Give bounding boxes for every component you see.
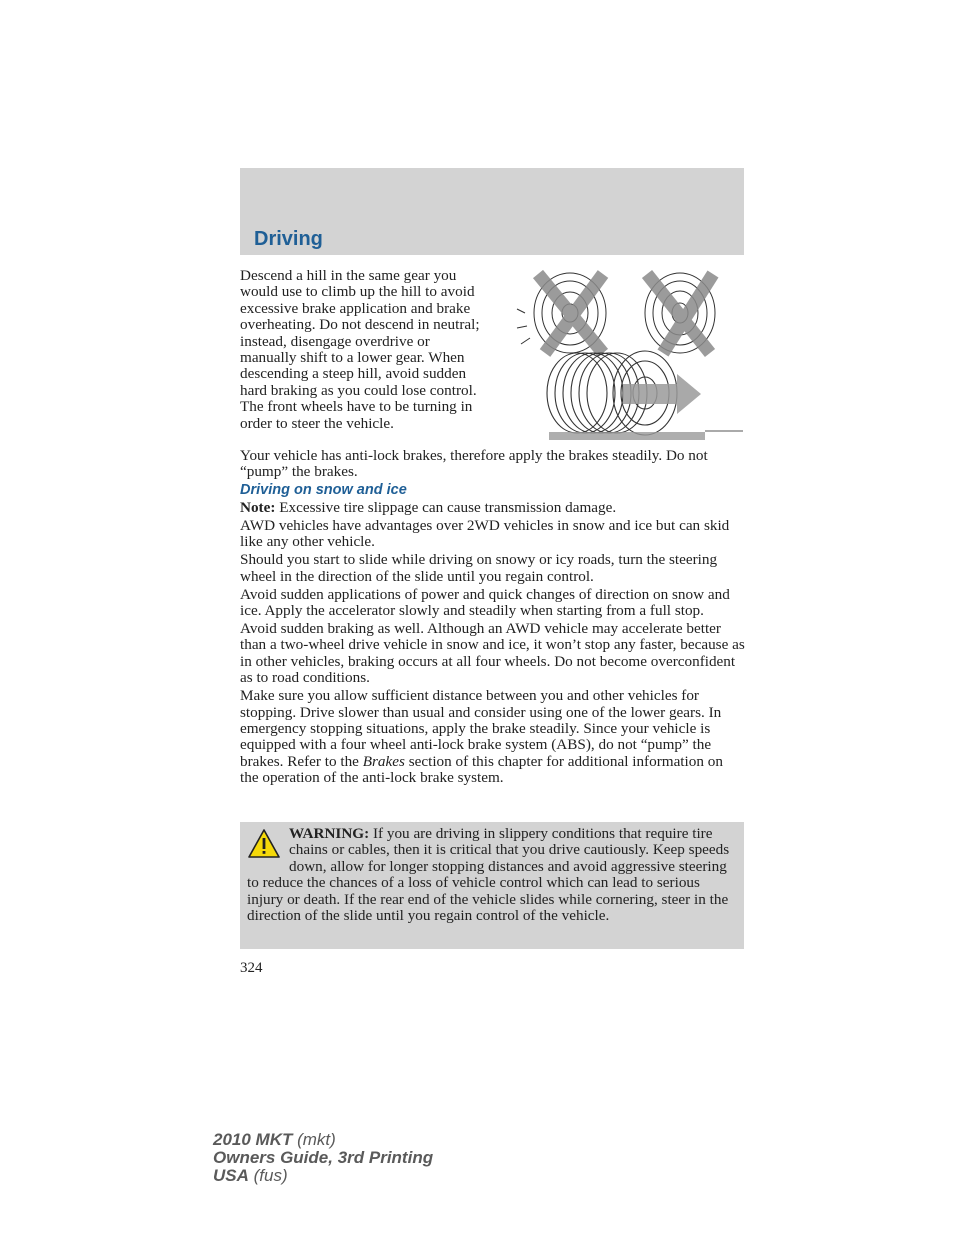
- cross-mark-left: [538, 274, 603, 353]
- brakes-reference: Brakes: [362, 752, 405, 770]
- section-title: Driving: [254, 228, 323, 250]
- snow-ice-heading: Driving on snow and ice: [240, 482, 407, 499]
- warning-text: If you are driving in slippery conditions that require tire chains or cables, then it is critical that you drive cautiously. Keep speeds down, allow for longer stopping distances and avoid aggressive steering to reduce the chances of a loss of vehicle control which can lead to serious injury or death. If the rear end of the vehicle slides while cornering, steer in the direction of the slide until you regain control of the vehicle.: [247, 825, 730, 925]
- note-text: Excessive tire slippage can cause transmission damage.: [275, 498, 617, 516]
- note-paragraph: [240, 500, 745, 516]
- warning-box: [240, 822, 744, 949]
- cross-mark-right: [647, 274, 713, 353]
- body-paragraph: AWD vehicles have advantages over 2WD vehicles in snow and ice but can skid like any other vehicle.: [240, 516, 730, 551]
- footer-model-line: [213, 1131, 433, 1149]
- warning-triangle-icon: [247, 828, 281, 860]
- abs-paragraph: Your vehicle has anti-lock brakes, therefore apply the brakes steadily. Do not “pump” the brakes.: [240, 447, 708, 481]
- note-label: Note:: [240, 498, 276, 516]
- body-paragraph: Should you start to slide while driving on snowy or icy roads, turn the steering wheel in the direction of the slide until you regain control.: [240, 551, 718, 585]
- footer-region-code: (fus): [248, 1166, 288, 1185]
- document-footer: [213, 1131, 433, 1185]
- footer-model-code: (mkt): [292, 1130, 336, 1149]
- tire-illustration: [505, 268, 745, 448]
- tire-skid-illustration: [505, 268, 745, 448]
- footer-region: USA: [213, 1166, 249, 1185]
- footer-guide: Owners Guide, 3rd Printing: [213, 1148, 434, 1167]
- body-paragraph: Avoid sudden applications of power and quick changes of direction on snow and ice. Apply the accelerator slowly and steadily when starting from a full stop.: [240, 585, 730, 620]
- footer-model: 2010 MKT: [213, 1130, 293, 1149]
- page-number: 324: [240, 960, 263, 976]
- stopping-text-start: Make sure you allow sufficient distance between you and other vehicles for stopping. Drive slower than usual and consider using one of the lower gears. In emergency stopping situations, apply the brake steadily. Since your vehicle is equipped with a four wheel anti-lock brake system (ABS), do not “pump” the brakes. Refer to the: [240, 687, 722, 770]
- intro-section: [240, 268, 745, 448]
- direction-arrow: [623, 374, 701, 414]
- body-paragraph: Avoid sudden braking as well. Although an AWD vehicle may accelerate better than a two-wheel drive vehicle in snow and ice, it won’t stop any faster, because as in other vehicles, braking occurs at all four wheels. Do not become overconfident as to road conditions.: [240, 620, 745, 687]
- road-surface: [549, 431, 743, 440]
- footer-region-line: [213, 1167, 433, 1185]
- intro-paragraph: Descend a hill in the same gear you would use to climb up the hill to avoid excessive brake application and brake overheating. Do not descend in neutral; instead, disengage overdrive or manually shift to a lower gear. When descending a steep hill, avoid sudden hard braking as you could lose control. The front wheels have to be turning in order to steer the vehicle.: [240, 268, 480, 432]
- stopping-text-end: section of this chapter for additional information on the operation of the anti-lock brake system.: [240, 752, 723, 787]
- warning-label: WARNING:: [289, 825, 370, 842]
- footer-guide-line: [213, 1149, 433, 1167]
- stopping-distance-paragraph: [240, 688, 745, 786]
- section-header-band: [240, 168, 744, 255]
- main-text: [240, 268, 745, 788]
